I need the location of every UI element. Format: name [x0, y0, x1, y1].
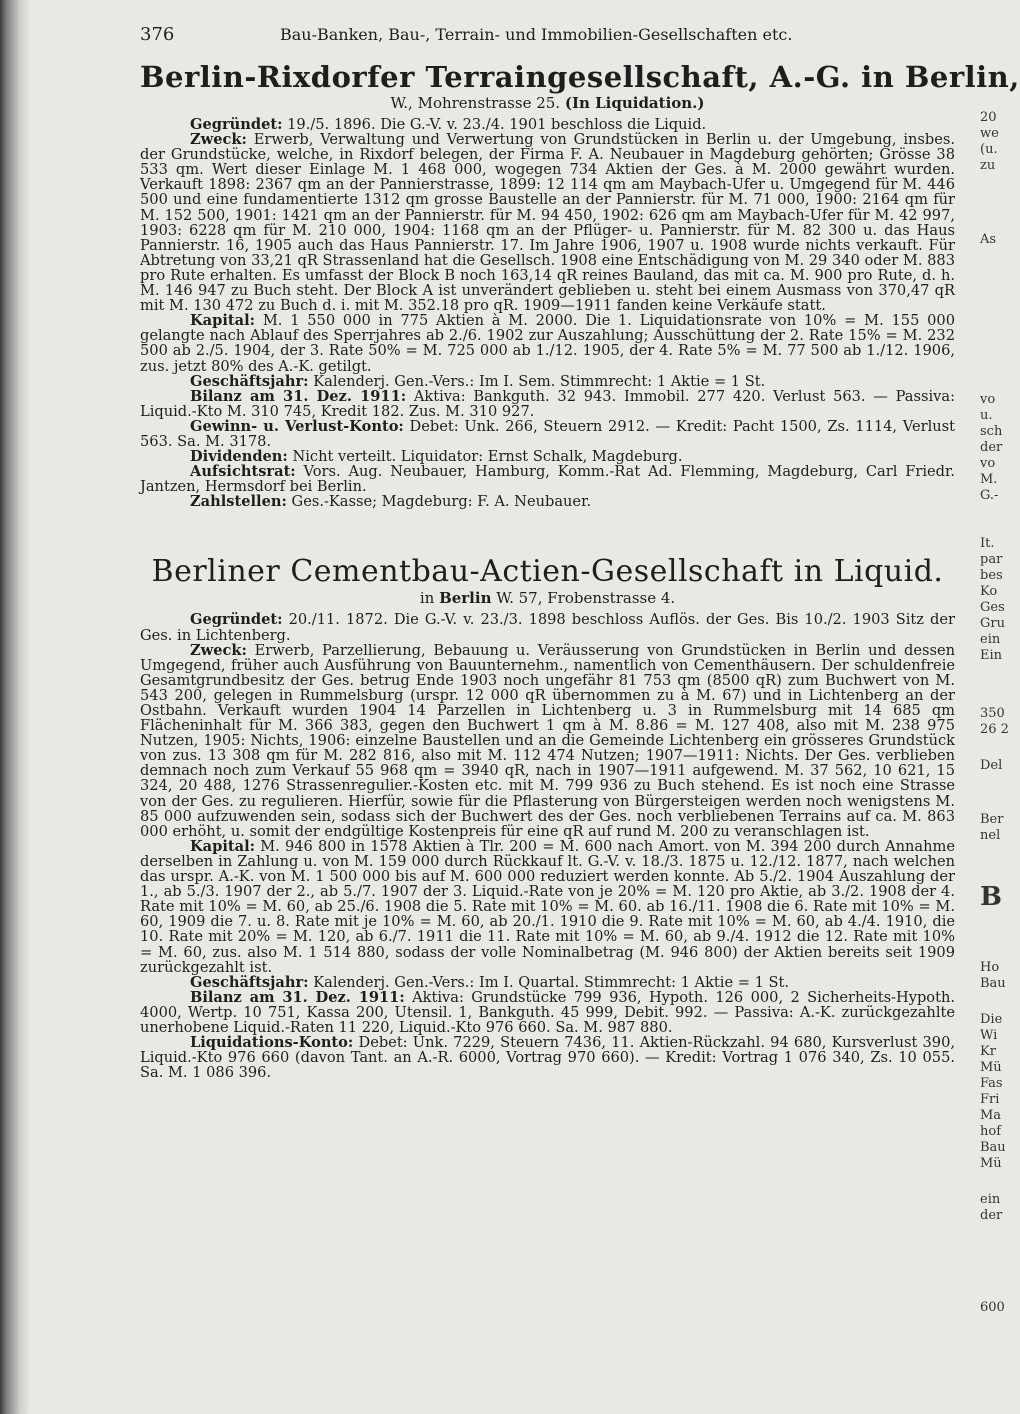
entry-geschaeftsjahr — [140, 975, 955, 990]
entry-text: 19./5. 1896. Die G.-V. v. 23./4. 1901 beschloss die Liquid. — [287, 116, 707, 133]
entry-kapital — [140, 313, 955, 373]
entry-text: 20./11. 1872. Die G.-V. v. 23./3. 1898 beschloss Auflös. der Ges. Bis 10./2. 1903 Sitz der Ges. in Lichtenberg. — [140, 611, 956, 644]
fragment-text: u. — [980, 408, 993, 423]
fragment-text: zu — [980, 158, 996, 173]
fragment-text: sch — [980, 424, 1003, 439]
fragment-text: Bau — [980, 1140, 1006, 1155]
entry-text: Debet: Unk. 266, Steuern 2912. — Kredit: Pacht 1500, Zs. 1114, Verlust 563. Sa. M. 3178. — [140, 417, 956, 450]
entry-text: Aktiva: Grundstücke 799 936, Hypoth. 126 000, 2 Sicherheits-Hypoth. 4000, Wertp. 10 751, Kassa 200, Utensil. 1, Bankguth. 45 999, Debit. 992. — Passiva: A.-K. zurückgezahlte unerhobene Liquid.-Raten 11 220, Liquid.-Kto 976 660. Sa. M. 987 880. — [140, 988, 955, 1036]
entry-label: Zweck: — [190, 131, 247, 149]
company-address-line — [140, 94, 955, 113]
fragment-text: par — [980, 552, 1003, 567]
book-binding-shadow — [0, 0, 30, 1414]
entry-bilanz — [140, 389, 955, 419]
fragment-text: Del — [980, 758, 1003, 773]
fragment-text: ein — [980, 632, 1001, 647]
entry-label: Gewinn- u. Verlust-Konto: — [190, 417, 404, 435]
entry-list — [140, 117, 955, 509]
fragment-text: As — [980, 232, 997, 247]
fragment-text: (u. — [980, 142, 998, 157]
entry-text: M. 1 550 000 in 775 Aktien à M. 2000. Die 1. Liquidationsrate von 10% = M. 155 000 gelangte nach Ablauf des Sperrjahres ab 2./6. 1902 zur Auszahlung; Ausschüttung der 2. Rate 15% = M. 232 500 ab 2./5. 1904, der 3. Rate 50% = M. 725 000 ab 1./12. 1905, der 4. Rate 5% = M. 77 500 ab 1./12. 1906, zus. jetzt 80% des A.-K. getilgt. — [140, 312, 955, 375]
entry-label: Kapital: — [190, 312, 256, 330]
fragment-text: Ges — [980, 600, 1005, 615]
company-title: Berliner Cementbau-Actien-Gesellschaft in Liquid. — [151, 554, 944, 590]
entry-label: Geschäftsjahr: — [190, 973, 309, 991]
entry-gegruendet — [140, 117, 955, 132]
company-status: (In Liquidation.) — [564, 94, 705, 112]
entry-geschaeftsjahr — [140, 374, 955, 389]
fragment-text: G.- — [980, 488, 999, 503]
fragment-text: Ho — [980, 960, 1000, 975]
entry-label: Bilanz am 31. Dez. 1911: — [190, 387, 407, 405]
fragment-text: ein — [980, 1192, 1001, 1207]
entry-zweck — [140, 643, 955, 839]
entry-gegruendet — [140, 612, 955, 642]
entry-dividenden — [140, 449, 955, 464]
entry-gewinn-verlust — [140, 419, 955, 449]
entry-label: Bilanz am 31. Dez. 1911: — [190, 988, 405, 1006]
fragment-text: Die — [980, 1012, 1003, 1027]
fragment-text: Kr — [980, 1044, 996, 1059]
fragment-text: It. — [980, 536, 995, 551]
fragment-text: Ko — [980, 584, 998, 599]
entry-aufsichtsrat — [140, 464, 955, 494]
fragment-text: M. — [980, 472, 998, 487]
fragment-text: Bau — [980, 976, 1006, 991]
entry-label: Gegründet: — [190, 611, 283, 629]
fragment-text: Ein — [980, 648, 1003, 663]
entry-label: Kapital: — [190, 837, 256, 855]
fragment-text: 600 — [980, 1300, 1005, 1315]
address-city: Berlin — [439, 589, 492, 608]
entry-label: Zahlstellen: — [190, 493, 287, 511]
entry-liquidations-konto — [140, 1035, 955, 1080]
fragment-text: Fas — [980, 1076, 1003, 1091]
fragment-text: vo — [980, 456, 996, 471]
fragment-text: Ma — [980, 1108, 1002, 1123]
entry-list — [140, 612, 955, 1080]
entry-label: Zweck: — [190, 641, 247, 659]
fragment-text: we — [980, 126, 999, 141]
fragment-text: Wi — [980, 1028, 998, 1043]
fragment-text: Ber — [980, 812, 1004, 827]
entry-text: Aktiva: Bankguth. 32 943. Immobil. 277 420. Verlust 563. — Passiva: Liquid.-Kto M. 310 745, Kredit 182. Zus. M. 310 927. — [140, 387, 956, 420]
fragment-text: der — [980, 1208, 1003, 1223]
fragment-text: vo — [980, 392, 996, 407]
entry-text: Debet: Unk. 7229, Steuern 7436, 11. Aktien-Rückzahl. 94 680, Kursverlust 390, Liquid.-Kto 976 660 (davon Tant. an A.-R. 6000, Vortrag 970 660). — Kredit: Vortrag 1 076 340, Zs. 10 055. Sa. M. 1 086 396. — [140, 1034, 956, 1082]
entry-zahlstellen — [140, 494, 955, 509]
fragment-text: hof — [980, 1124, 1002, 1139]
page-header — [140, 24, 955, 46]
running-head: Bau-Banken, Bau-, Terrain- und Immobilien-Gesellschaften etc. — [280, 25, 793, 44]
fragment-text: 350 — [980, 706, 1005, 721]
company-address-line — [140, 589, 955, 608]
fragment-text: 20 — [980, 110, 997, 125]
entry-text: Ges.-Kasse; Magdeburg: F. A. Neubauer. — [291, 493, 592, 511]
entry-text: M. 946 800 in 1578 Aktien à Tlr. 200 = M. 600 nach Amort. von M. 394 200 durch Annahme derselben in Zahlung u. von M. 159 000 durch Rückkauf lt. G.-V. v. 18./3. 1875 u. 12./12. 1877, nach welchen das urspr. A.-K. von M. 1 500 000 bis auf M. 600 000 reduziert werden konnte. Ab 5./2. 1904 Auszahlung der 1., ab 5./3. 1907 der 2., ab 5./7. 1907 der 3. Liquid.-Rate von je 20% = M. 120 pro Aktie, ab 3./2. 1908 der 4. Rate mit 10% = M. 60, ab 25./6. 1908 die 5. Rate mit 10% = M. 60. ab 16./11. 1908 die 6. Rate mit 10% = M. 60, 1909 die 7. u. 8. Rate mit je 10% = M. 60, ab 20./1. 1910 die 9. Rate mit 10% = M. 60, ab 4./4. 1910, die 10. Rate mit 20% = M. 120, ab 6./7. 1911 die 11. Rate mit 10% = M. 60, ab 9./4. 1912 die 12. Rate mit 10% = M. 60, zus. also M. 1 514 880, sodass der volle Nominalbetrag (M. 946 800) der Aktien bereits seit 1909 zurückgezahlt ist. — [140, 837, 955, 976]
entry-bilanz — [140, 990, 955, 1035]
entry-label: Aufsichtsrat: — [190, 463, 296, 481]
fragment-text: bes — [980, 568, 1003, 583]
fragment-text: der — [980, 440, 1003, 455]
fragment-text: Gru — [980, 616, 1005, 631]
entry-text: Vors. Aug. Neubauer, Hamburg, Komm.-Rat Ad. Flemming, Magdeburg, Carl Friedr. Jantzen, Hermsdorf bei Berlin. — [140, 463, 956, 496]
company-address: W., Mohrenstrasse 25. — [390, 94, 561, 112]
entry-label: Gegründet: — [190, 116, 283, 133]
fragment-text: Mü — [980, 1156, 1002, 1171]
company-entry-2 — [140, 555, 955, 1080]
entry-text: Kalenderj. Gen.-Vers.: Im I. Quartal. Stimmrecht: 1 Aktie = 1 St. — [313, 973, 790, 991]
fragment-text: Mü — [980, 1060, 1002, 1075]
entry-text: Erwerb, Verwaltung und Verwertung von Grundstücken in Berlin u. der Umgebung, insbes. der Grundstücke, welche, in Rixdorf belegen, der Firma F. A. Neubauer in Magdeburg gehörten; Grösse 38 533 qm. Wert dieser Einlage M. 1 468 000, wogegen 734 Aktien der Ges. à M. 2000 gewährt wurden. Verkauft 1898: 2367 qm an der Pannierstrasse, 1899: 12 114 qm am Maybach-Ufer u. Umgegend für M. 446 500 und eine fundamentierte 1312 qm grosse Baustelle an der Pannierstr. für M. 71 000, 1900: 2164 qm für M. 152 500, 1901: 1421 qm an der Pannierstr. für M. 94 450, 1902: 626 qm am Maybach-Ufer für M. 42 997, 1903: 6228 qm für M. 210 000, 1904: 1168 qm an der Pflüger- u. Pannierstr. für M. 82 300 u. das Haus Pannierstr. 16, 1905 auch das Haus Pannierstr. 17. Im Jahre 1906, 1907 u. 1908 wurde nichts verkauft. Für Abtretung von 33,21 qR Strassenland hat die Gesellsch. 1908 eine Entschädigung von M. 29 340 oder M. 883 pro Rute erhalten. Es umfasst der Block B noch 163,14 qR reines Bauland, das mit ca. M. 900 pro Rute, d. h. M. 146 947 zu Buch steht. Der Block A ist unverändert geblieben u. steht bei einem Ausmass von 370,47 qR mit M. 130 472 zu Buch d. i. mit M. 352.18 pro qR. 1909—1911 fanden keine Verkäufe statt. — [140, 131, 955, 315]
company-title: Berlin-Rixdorfer Terraingesellschaft, A.-G. in Berlin, — [140, 60, 1020, 94]
entry-zweck — [140, 132, 955, 313]
entry-text: Kalenderj. Gen.-Vers.: Im I. Sem. Stimmrecht: 1 Aktie = 1 St. — [313, 372, 766, 390]
fragment-text: nel — [980, 828, 1001, 843]
entry-label: Geschäftsjahr: — [190, 372, 309, 390]
entry-text: Erwerb, Parzellierung, Bebauung u. Veräusserung von Grundstücken in Berlin und dessen Umgegend, früher auch Ausführung von Bauunternehm., namentlich von Cementhäusern. Der schuldenfreie Gesamtgrundbesitz der Ges. betrug Ende 1903 noch ungefähr 81 753 qm (8500 qR) zum Buchwert von M. 543 200, gelegen in Rummelsburg (urspr. 12 000 qR übernommen zu à M. 67) und in Lichtenberg an der Ostbahn. Verkauft wurden 1904 14 Parzellen in Lichtenberg u. 3 in Rummelsburg mit 14 685 qm Flächeninhalt für M. 366 383, gegen den Buchwert 1 qm à M. 8.86 = M. 127 408, also mit M. 238 975 Nutzen, 1905: Nichts, 1906: einzelne Baustellen und an die Gemeinde Lichtenberg ein grösseres Grundstück von zus. 13 308 qm für M. 282 816, also mit M. 112 474 Nutzen; 1907—1911: Nichts. Der Ges. verblieben demnach noch zum Verkauf 55 968 qm = 3940 qR, nach in 1907—1911 aufgewend. M. 37 562, 10 621, 15 324, 20 488, 1276 Strassenregulier.-Kosten etc. mit M. 799 936 zu Buch stehend. Es ist noch eine Strasse von der Ges. zu regulieren. Hierfür, sowie für die Pflasterung von Bürgersteigen werden noch wenigstens M. 85 000 aufzuwenden sein, sodass sich der Buchwert des der Ges. noch verbliebenen Terrains auf ca. M. 863 000 erhöht, u. somit der endgültige Kostenpreis für eine qR auf rund M. 200 zu veranschlagen ist. — [140, 641, 956, 840]
company-entry-1 — [140, 60, 1020, 511]
address-prefix: in — [419, 589, 435, 608]
fragment-text: B — [980, 882, 1002, 912]
entry-text: Nicht verteilt. Liquidator: Ernst Schalk, Magdeburg. — [292, 448, 683, 466]
fragment-text: Fri — [980, 1092, 1000, 1107]
page-number: 376 — [140, 24, 175, 45]
entry-label: Dividenden: — [190, 448, 288, 466]
company-address: W. 57, Frobenstrasse 4. — [496, 589, 676, 608]
fragment-text: 26 2 — [980, 722, 1009, 737]
entry-label: Liquidations-Konto: — [190, 1034, 354, 1052]
entry-kapital — [140, 839, 955, 975]
